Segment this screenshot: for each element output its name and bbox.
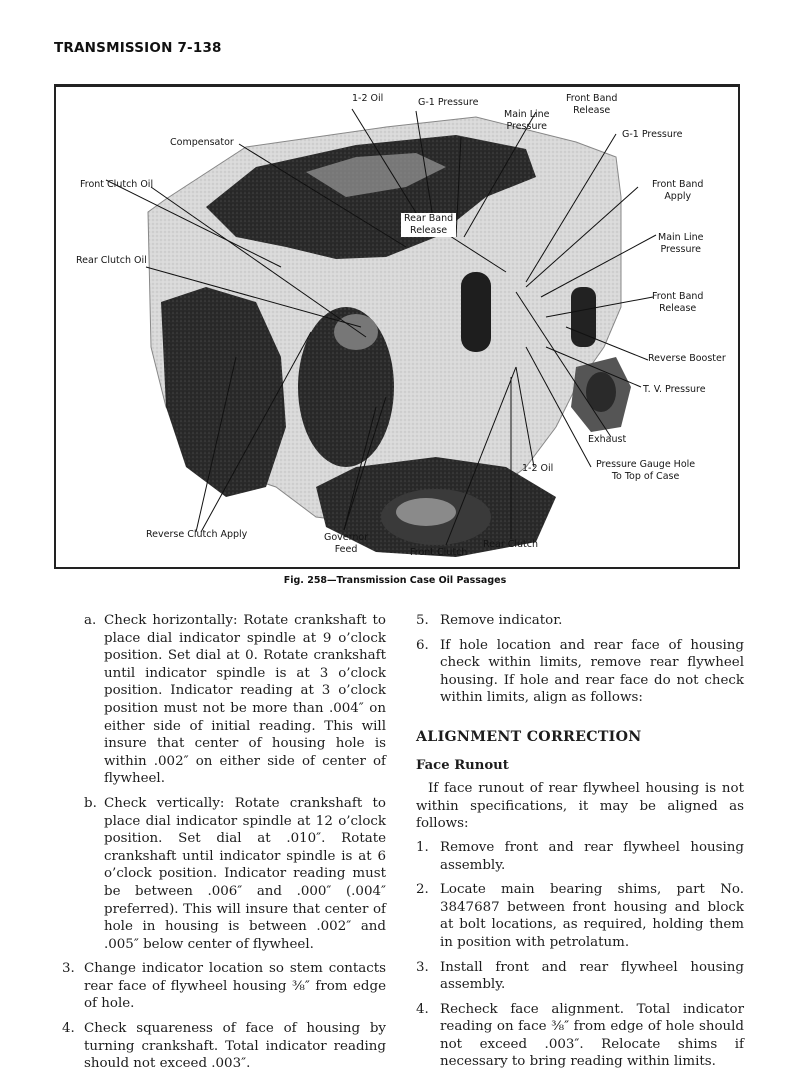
callout-front-band-apply: Front Band Apply <box>652 179 704 202</box>
callout-main-line-pressure-right: Main Line Pressure <box>658 232 704 255</box>
callout-exhaust: Exhaust <box>588 434 627 445</box>
callout-rear-band-release: Rear Band Release <box>401 213 456 237</box>
list-item: 5. Remove indicator. <box>416 613 563 628</box>
callout-front-band-release-top: Front Band Release <box>566 93 618 116</box>
callout-pressure-gauge-hole: Pressure Gauge Hole To Top of Case <box>596 459 696 482</box>
list-item: 4. Recheck face alignment. Total indicator reading on face ⅜″ from edge of hole should not exceed .003″. Relocate shims if necessary to bring reading within limits. <box>416 1001 744 1070</box>
callout-g1-pressure-top: G-1 Pressure <box>418 97 479 108</box>
callout-reverse-booster: Reverse Booster <box>648 353 726 364</box>
figure-frame <box>54 84 740 569</box>
callout-g1-pressure-right: G-1 Pressure <box>622 129 683 140</box>
page-header: TRANSMISSION 7-138 <box>54 40 222 56</box>
list-item: b. Check vertically: Rotate crankshaft to place dial indicator spindle at 12 o’clock position. Set dial at .010″. Rotate crankshaft until indicator spindle is at 6 o’clock position. Indicator reading must be between .006″ and .000″ (.004″ preferred). This will insure that center of hole in housing is between .002″ and .005″ below center of flywheel. <box>84 795 386 952</box>
callout-rear-clutch: Rear Clutch <box>483 539 539 550</box>
list-item: 3. Change indicator location so stem contacts rear face of flywheel housing ⅜″ from edge of hole. <box>62 961 386 1012</box>
callout-front-clutch-oil: Front Clutch Oil <box>80 179 154 190</box>
list-item: a. Check horizontally: Rotate crankshaft to place dial indicator spindle at 9 o’clock position. Set dial at 0. Rotate crankshaft until indicator spindle is at 3 o’clock position. Indicator reading at 3 o’clock position must not be more than .004″ on either side of initial reading. This will insure that center of housing hole is within .002″ on either side of center of flywheel. <box>84 613 386 787</box>
side-window <box>461 272 491 352</box>
callout-front-band-release-right: Front Band Release <box>652 291 704 314</box>
left-column <box>62 612 386 1080</box>
callout-reverse-clutch-apply: Reverse Clutch Apply <box>146 529 248 540</box>
list-item: 2. Locate main bearing shims, part No. 3847687 between front housing and block at bolt locations, as required, holding them in position with petrolatum. <box>416 882 744 950</box>
callout-governor-feed: Governor Feed <box>324 532 369 555</box>
list-item: 1. Remove front and rear flywheel housing assembly. <box>416 839 744 873</box>
callout-main-line-pressure-top: Main Line Pressure <box>504 109 550 132</box>
list-item: 6. If hole location and rear face of housing check within limits, remove rear flywheel housing. If hole and rear face do not check within limits, align as follows: <box>416 637 744 706</box>
callout-rear-clutch-oil: Rear Clutch Oil <box>76 255 147 266</box>
intro-paragraph: If face runout of rear flywheel housing is not within specifications, it may be aligned as follows: <box>416 781 744 832</box>
transmission-case-illustration <box>56 87 742 572</box>
list-item: 4. Check squareness of face of housing by turning crankshaft. Total indicator reading should not exceed .003″. <box>62 1021 386 1072</box>
callout-tv-pressure: T. V. Pressure <box>643 384 706 395</box>
sub-heading: Face Runout <box>416 757 509 773</box>
figure-caption: Fig. 258—Transmission Case Oil Passages <box>283 575 507 586</box>
right-column <box>416 612 744 1078</box>
callout-1-2-oil-bottom: 1-2 Oil <box>522 463 554 474</box>
callout-1-2-oil-top: 1-2 Oil <box>352 93 384 104</box>
section-heading: ALIGNMENT CORRECTION <box>416 728 642 745</box>
callout-front-clutch: Front Clutch <box>410 547 468 558</box>
callout-compensator: Compensator <box>170 137 234 148</box>
list-item: 3. Install front and rear flywheel housing assembly. <box>416 959 744 993</box>
